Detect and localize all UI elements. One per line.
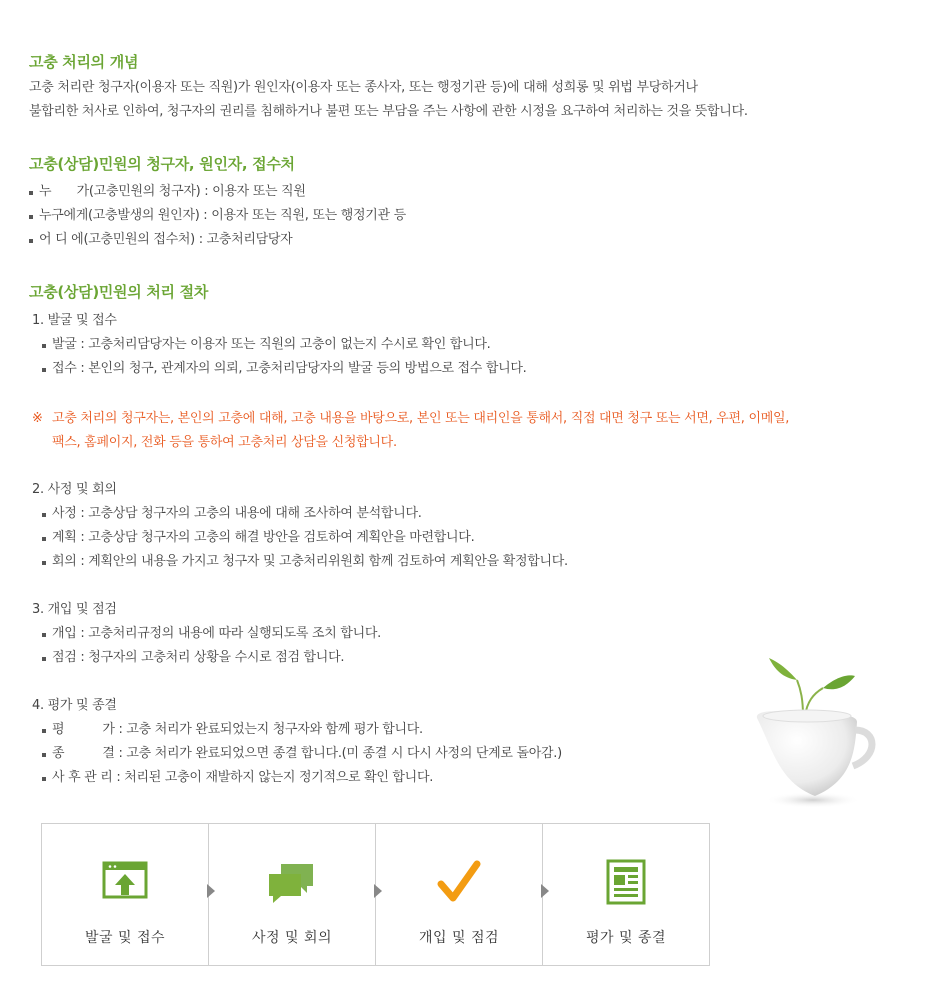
checkmark-icon: [434, 857, 484, 907]
list-item: 발굴 : 고충처리담당자는 이용자 또는 직원의 고충이 없는지 수시로 확인 합니다.: [42, 333, 527, 357]
flow-step-label: 발굴 및 접수: [84, 930, 166, 946]
process-flow: [41, 823, 710, 966]
concept-line-1: 고충 처리란 청구자(이용자 또는 직원)가 원인자(이용자 또는 종사자, 또는 행정기관 등)에 대해 성희롱 및 위법 부당하거나: [29, 80, 698, 95]
flow-step-evaluate: [543, 824, 709, 965]
step-head: 1. 발굴 및 접수: [32, 313, 117, 328]
notice-mark: ※: [32, 411, 43, 426]
concept-title: 고충 처리의 개념: [29, 53, 139, 71]
notice-line-2: 팩스, 홈페이지, 전화 등을 통하여 고충처리 상담을 신청합니다.: [52, 435, 397, 450]
list-item: 사정 : 고충상담 청구자의 고충의 내용에 대해 조사하여 분석합니다.: [42, 502, 568, 526]
flow-step-assess: [209, 824, 376, 965]
step-2: [32, 478, 568, 574]
flow-step-discover: [42, 824, 209, 965]
procedure-title: 고충(상담)민원의 처리 절차: [29, 283, 209, 301]
list-item: 사 후 관 리 : 처리된 고충이 재발하지 않는지 정기적으로 확인 합니다.: [42, 766, 562, 790]
flow-step-label: 평가 및 종결: [585, 930, 667, 946]
list-item: 종 결 : 고충 처리가 완료되었으면 종결 합니다.(미 종결 시 다시 사정의 단계로 돌아감.): [42, 742, 562, 766]
step-3: [32, 598, 381, 670]
flow-step-label: 개입 및 점검: [418, 930, 500, 946]
step-4: [32, 694, 562, 790]
chat-bubbles-icon: [267, 857, 317, 907]
list-item: 점검 : 청구자의 고충처리 상황을 수시로 점검 합니다.: [42, 646, 381, 670]
list-item: 회의 : 계획안의 내용을 가지고 청구자 및 고충처리위원회 함께 검토하여 계획안을 확정합니다.: [42, 550, 568, 574]
plant-pitcher-image: [745, 650, 885, 810]
concept-line-2: 불합리한 처사로 인하여, 청구자의 권리를 침해하거나 불편 또는 부담을 주는 사항에 관한 시정을 요구하여 처리하는 것을 뜻합니다.: [29, 104, 748, 119]
step-head: 3. 개입 및 점검: [32, 602, 117, 617]
list-item: 누구에게(고충발생의 원인자) : 이용자 또는 직원, 또는 행정기관 등: [29, 204, 406, 228]
list-item: 개입 : 고충처리규정의 내용에 따라 실행되도록 조치 합니다.: [42, 622, 381, 646]
notice-line-1: 고충 처리의 청구자는, 본인의 고충에 대해, 고충 내용을 바탕으로, 본인 또는 대리인을 통해서, 직접 대면 청구 또는 서면, 우편, 이메일,: [52, 411, 790, 426]
arrow-right-icon: [374, 884, 382, 898]
document-report-icon: [601, 857, 651, 907]
list-item: 계획 : 고충상담 청구자의 고충의 해결 방안을 검토하여 계획안을 마련합니다.: [42, 526, 568, 550]
list-item: 평 가 : 고충 처리가 완료되었는지 청구자와 함께 평가 합니다.: [42, 718, 562, 742]
upload-window-icon: [100, 857, 150, 907]
parties-title: 고충(상담)민원의 청구자, 원인자, 접수처: [29, 155, 295, 173]
list-item: 접수 : 본인의 청구, 관계자의 의뢰, 고충처리담당자의 발굴 등의 방법으로 접수 합니다.: [42, 357, 527, 381]
step-1: [32, 309, 527, 381]
parties-list: [29, 180, 406, 252]
list-item: 누 가(고충민원의 청구자) : 이용자 또는 직원: [29, 180, 406, 204]
arrow-right-icon: [207, 884, 215, 898]
notice: [32, 407, 912, 455]
step-head: 2. 사정 및 회의: [32, 482, 117, 497]
list-item: 어 디 에(고충민원의 접수처) : 고충처리담당자: [29, 228, 406, 252]
step-head: 4. 평가 및 종결: [32, 698, 117, 713]
flow-step-intervene: [376, 824, 543, 965]
flow-step-label: 사정 및 회의: [251, 930, 333, 946]
arrow-right-icon: [541, 884, 549, 898]
